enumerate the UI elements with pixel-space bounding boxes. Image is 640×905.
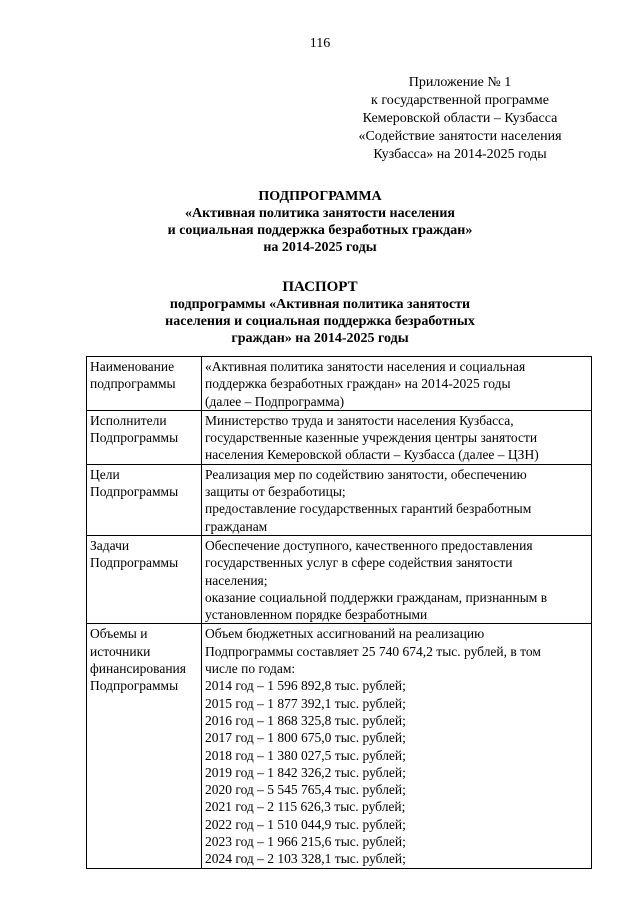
value-line: (далее – Подпрограмма) (205, 393, 345, 409)
passport-table (86, 356, 592, 869)
year-funding-line: 2014 год – 1 596 892,8 тыс. рублей; (205, 678, 406, 694)
row-label (87, 624, 202, 868)
row-label (87, 535, 202, 623)
subprogram-title (0, 188, 640, 256)
appendix-line: Кузбасса» на 2014-2025 годы (373, 147, 547, 162)
row-value (202, 464, 592, 535)
label-line: Подпрограммы (90, 555, 179, 571)
table-row (87, 624, 592, 868)
value-line: населения Кемеровской области – Кузбасса (далее – ЦЗН) (205, 447, 539, 463)
year-funding-line: 2016 год – 1 868 325,8 тыс. рублей; (205, 712, 406, 728)
passport-title (0, 279, 640, 347)
value-line: числе по годам: (205, 661, 296, 677)
row-label (87, 410, 202, 464)
label-line: Подпрограммы (90, 678, 179, 694)
label-line: подпрограммы (90, 376, 176, 392)
year-funding-line: 2017 год – 1 800 675,0 тыс. рублей; (205, 730, 406, 746)
row-value (202, 410, 592, 464)
subprogram-heading: ПОДПРОГРАММА (258, 189, 382, 204)
subprogram-title-line: «Активная политика занятости населения (185, 206, 455, 221)
year-funding-line: 2020 год – 5 545 765,4 тыс. рублей; (205, 782, 406, 798)
year-funding-line: 2024 год – 2 103 328,1 тыс. рублей; (205, 851, 406, 867)
appendix-line: к государственной программе (371, 93, 549, 108)
value-line: Министерство труда и занятости населения Кузбасса, (205, 412, 514, 428)
subprogram-title-line: и социальная поддержка безработных граждан» (167, 223, 473, 238)
label-line: Наименование (90, 359, 175, 374)
year-funding-line: 2018 год – 1 380 027,5 тыс. рублей; (205, 747, 406, 763)
label-line: финансирования (90, 661, 186, 677)
value-line: защиты от безработицы; (205, 484, 346, 500)
appendix-header (340, 74, 580, 164)
value-line: населения; (205, 572, 268, 588)
value-line: поддержка безработных граждан» на 2014-2025 годы (205, 376, 511, 392)
row-value (202, 624, 592, 868)
value-line: государственных услуг в сфере содействия занятости (205, 555, 513, 571)
year-funding-line: 2022 год – 1 510 044,9 тыс. рублей; (205, 816, 406, 832)
subprogram-title-line: на 2014-2025 годы (263, 240, 377, 255)
label-line: Объемы и (90, 626, 148, 642)
passport-title-line: граждан» на 2014-2025 годы (231, 331, 409, 346)
row-value (202, 357, 592, 411)
passport-title-line: подпрограммы «Активная политика занятости (169, 297, 471, 312)
value-line: гражданам (205, 518, 268, 534)
value-line: государственные казенные учреждения центры занятости (205, 430, 538, 446)
appendix-line: «Содействие занятости населения (358, 129, 562, 144)
value-line: Объем бюджетных ассигнований на реализацию (205, 626, 485, 642)
label-line: источники (90, 643, 151, 659)
table-row (87, 410, 592, 464)
value-line: «Активная политика занятости населения и социальная (205, 359, 526, 374)
value-line: Подпрограммы составляет 25 740 674,2 тыс. рублей, в том (205, 643, 541, 659)
appendix-line: Кемеровской области – Кузбасса (362, 111, 558, 126)
passport-heading: ПАСПОРТ (282, 279, 358, 295)
label-line: Подпрограммы (90, 484, 179, 500)
row-label (87, 464, 202, 535)
value-line: Обеспечение доступного, качественного предоставления (205, 537, 533, 553)
value-line: предоставление государственных гарантий безработным (205, 501, 532, 517)
label-line: Подпрограммы (90, 430, 179, 446)
passport-title-line: населения и социальная поддержка безработных (165, 314, 475, 329)
year-funding-line: 2015 год – 1 877 392,1 тыс. рублей; (205, 695, 406, 711)
appendix-line: Приложение № 1 (408, 75, 512, 90)
table-row (87, 464, 592, 535)
year-funding-line: 2021 год – 2 115 626,3 тыс. рублей; (205, 799, 406, 815)
value-line: оказание социальной поддержки гражданам, признанным в (205, 589, 548, 605)
value-line: Реализация мер по содействию занятости, обеспечению (205, 466, 527, 482)
row-label (87, 357, 202, 411)
table-row (87, 535, 592, 623)
label-line: Исполнители (90, 412, 167, 428)
table-row (87, 357, 592, 411)
label-line: Цели (90, 466, 120, 482)
page-number: 116 (309, 36, 331, 51)
row-value (202, 535, 592, 623)
year-funding-line: 2023 год – 1 966 215,6 тыс. рублей; (205, 834, 406, 850)
year-funding-line: 2019 год – 1 842 326,2 тыс. рублей; (205, 764, 406, 780)
label-line: Задачи (90, 537, 130, 553)
value-line: установленном порядке безработными (205, 607, 428, 623)
